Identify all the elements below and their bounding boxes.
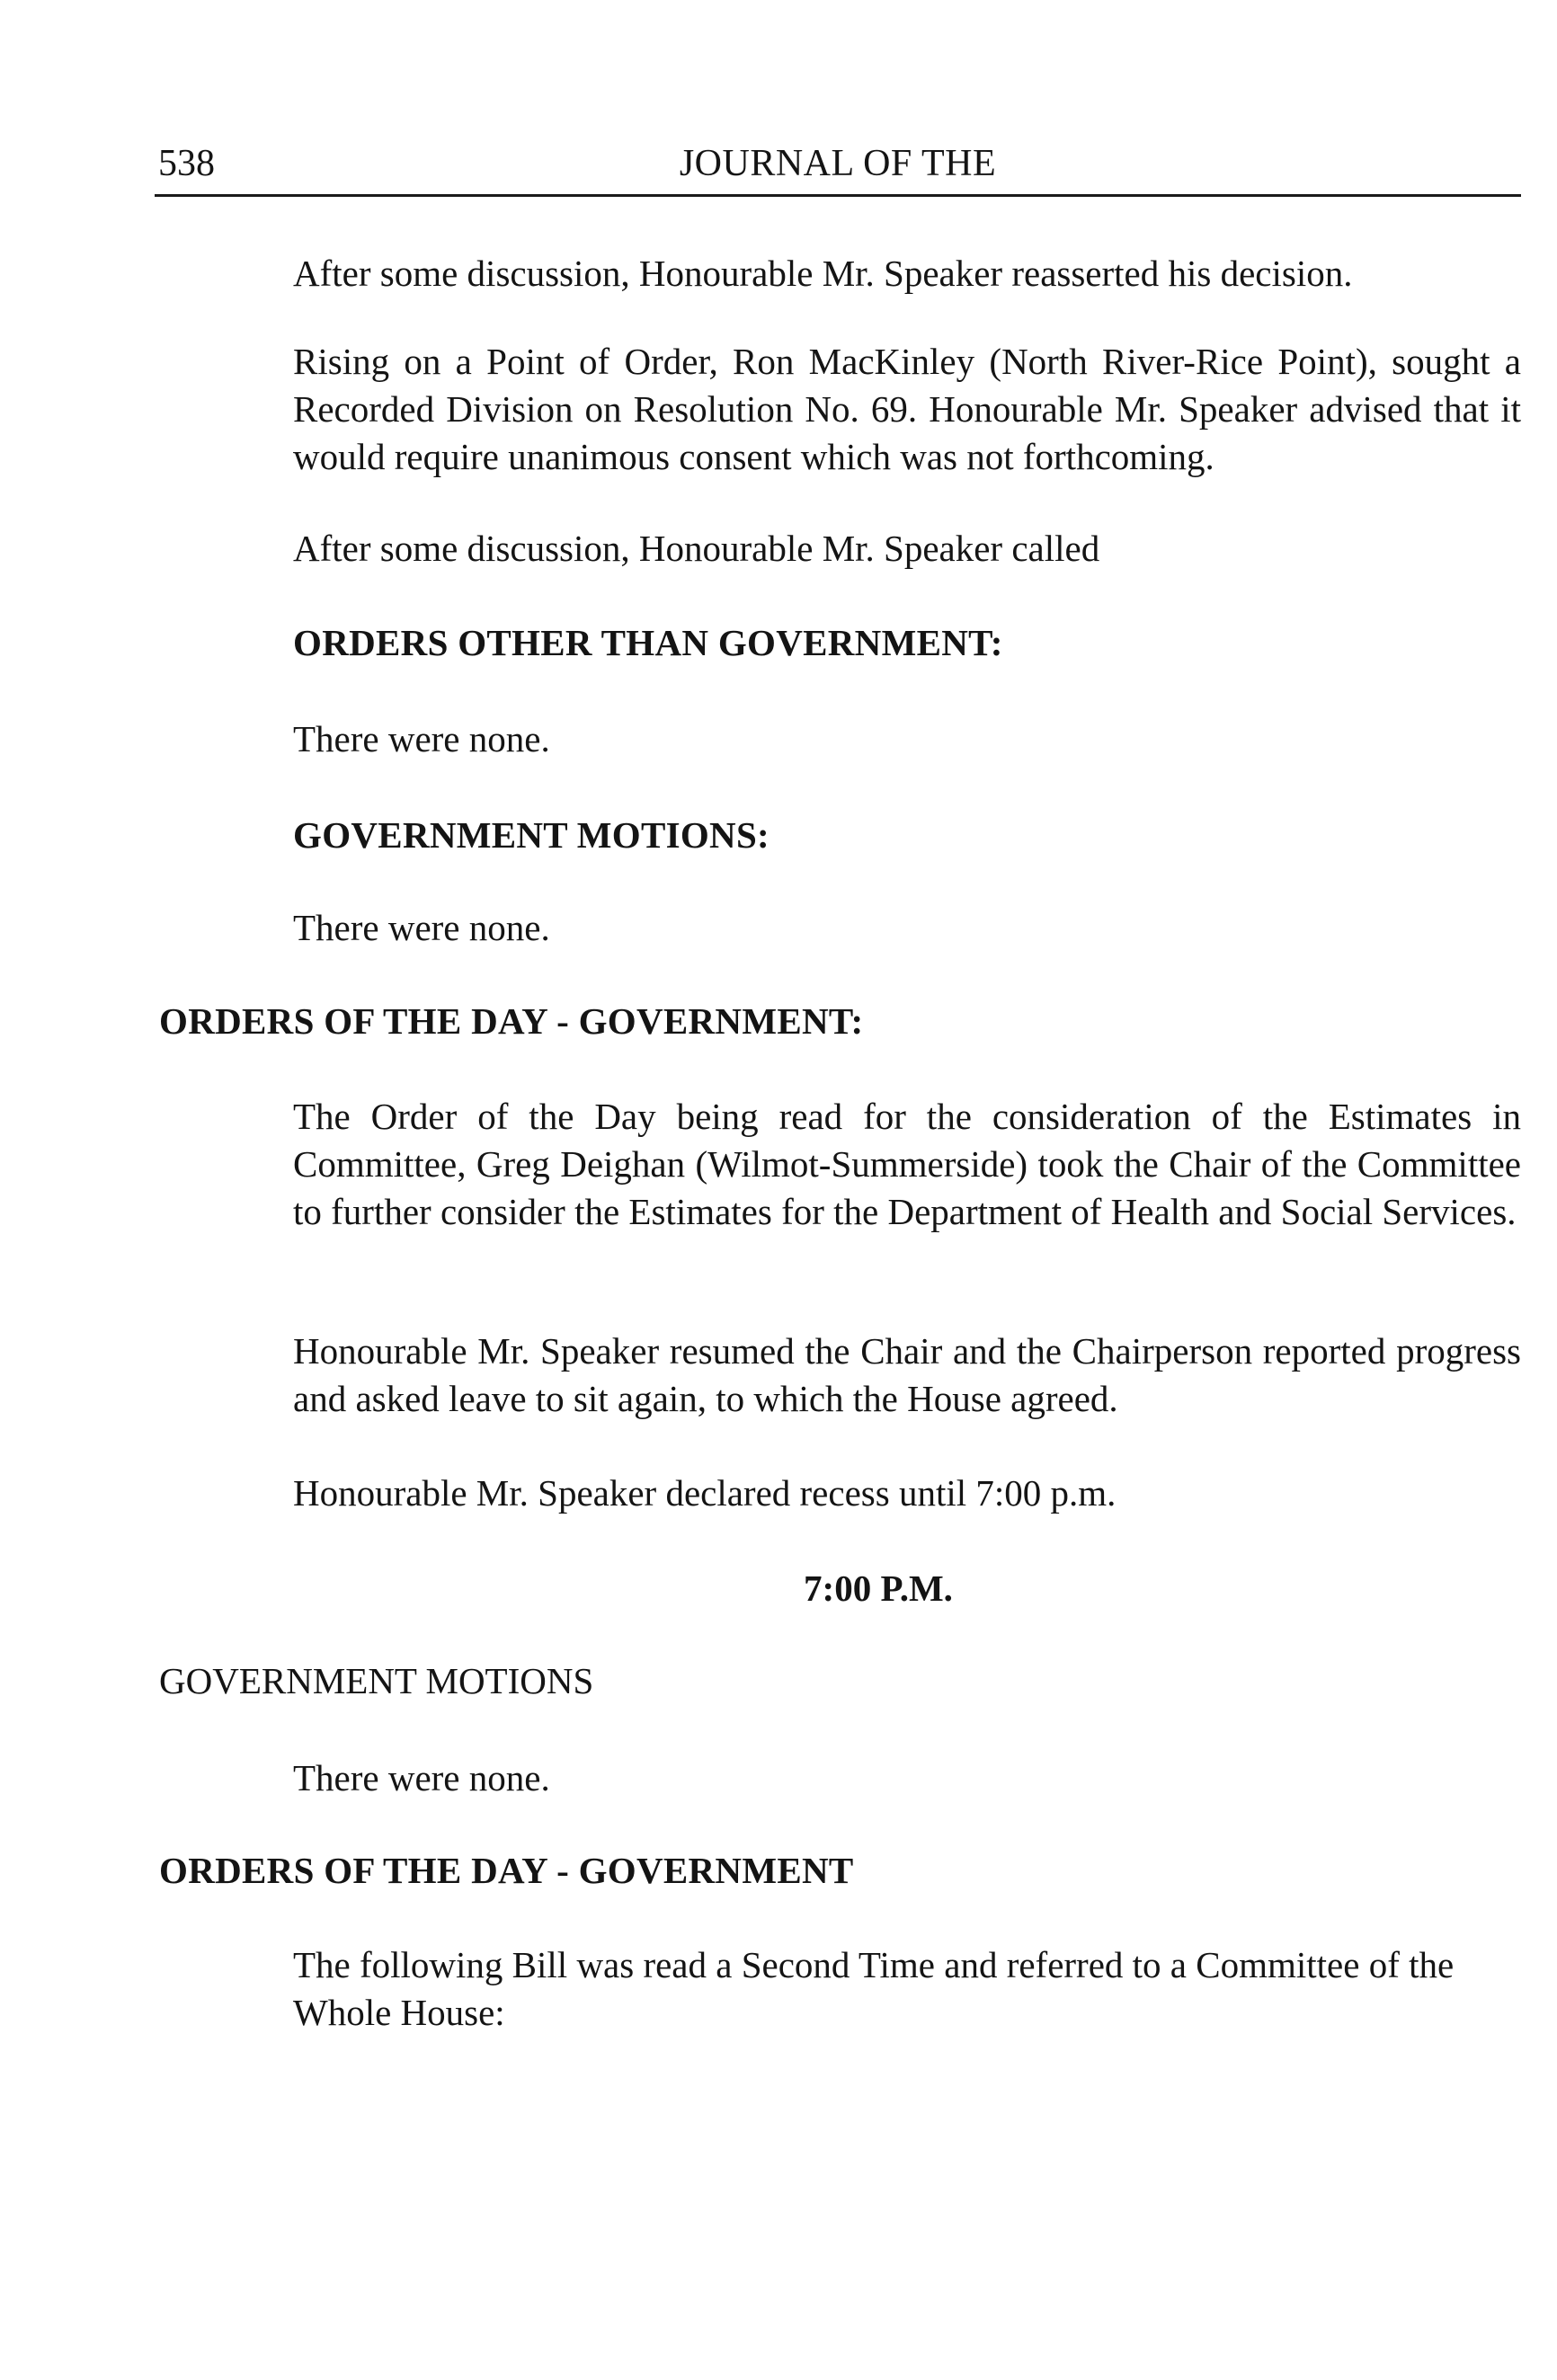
- time-heading: 7:00 P.M.: [804, 1567, 953, 1609]
- paragraph-point-of-order: Rising on a Point of Order, Ron MacKinley (North River-Rice Point), sought a Recorded Division on Resolution No. 69. Honourable Mr. Speaker advised that it would require unanimous consent which was not forthcoming.: [293, 341, 1521, 477]
- heading-orders-other-than-government: ORDERS OTHER THAN GOVERNMENT:: [293, 622, 1003, 663]
- paragraph-none-2: There were none.: [293, 907, 550, 948]
- heading-government-motions: GOVERNMENT MOTIONS:: [293, 814, 770, 856]
- heading-orders-of-the-day-2: ORDERS OF THE DAY - GOVERNMENT: [159, 1850, 854, 1891]
- paragraph-speaker-resumed: Honourable Mr. Speaker resumed the Chair and the Chairperson reported progress and asked leave to sit again, to which the House agreed.: [293, 1330, 1521, 1419]
- heading-orders-of-the-day-1: ORDERS OF THE DAY - GOVERNMENT:: [159, 1000, 864, 1042]
- heading-government-motions-evening: GOVERNMENT MOTIONS: [159, 1660, 594, 1701]
- page-header: [155, 140, 1521, 197]
- running-head: JOURNAL OF THE: [679, 143, 997, 184]
- paragraph-none-1: There were none.: [293, 718, 550, 759]
- paragraph-speaker-reasserted: After some discussion, Honourable Mr. Speaker reasserted his decision.: [293, 253, 1353, 294]
- paragraph-speaker-called: After some discussion, Honourable Mr. Speaker called: [293, 528, 1100, 569]
- page-number: 538: [158, 143, 215, 184]
- paragraph-estimates-committee: The Order of the Day being read for the consideration of the Estimates in Committee, Greg Deighan (Wilmot-Summerside) took the Chair of the Committee to further consider the Estimates for the Department of Health and Social Services.: [293, 1096, 1521, 1232]
- paragraph-none-3: There were none.: [293, 1757, 550, 1798]
- paragraph-recess: Honourable Mr. Speaker declared recess until 7:00 p.m.: [293, 1472, 1117, 1514]
- paragraph-bill-second-reading: The following Bill was read a Second Time and referred to a Committee of the Whole House:: [293, 1944, 1455, 2033]
